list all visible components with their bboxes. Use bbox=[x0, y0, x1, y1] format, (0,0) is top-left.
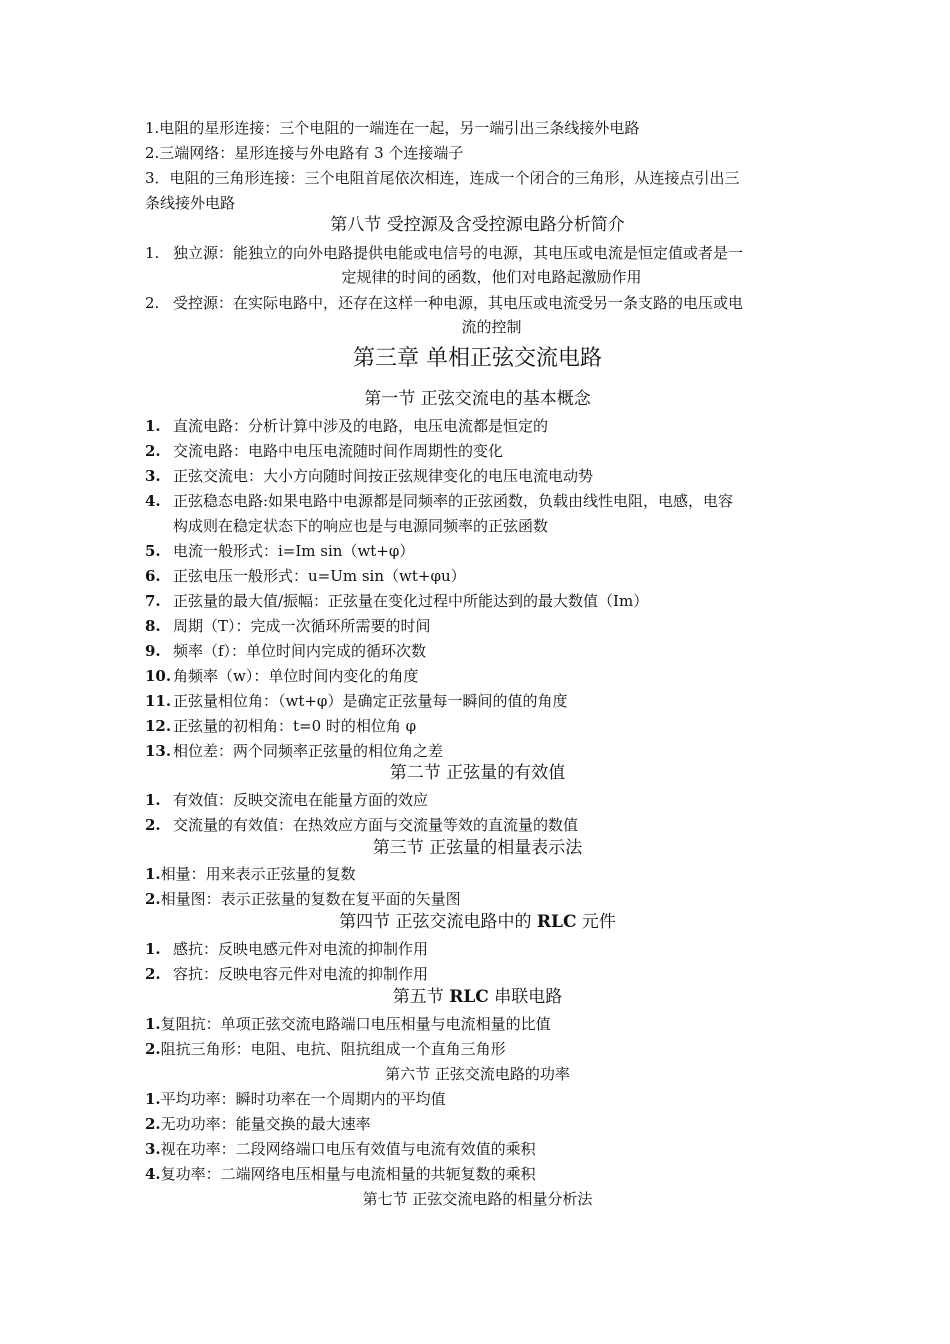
section-title: 第三节 正弦量的相量表示法 bbox=[372, 838, 583, 858]
item-number: 2. bbox=[145, 1040, 161, 1058]
item-number: 2. bbox=[145, 442, 161, 460]
section-title bbox=[145, 986, 810, 1008]
item-number: 1. bbox=[145, 865, 161, 883]
item-number: 4. bbox=[145, 492, 161, 510]
list-item bbox=[145, 964, 810, 984]
item-text: 感抗：反映电感元件对电流的抑制作用 bbox=[173, 940, 429, 958]
item-text: 角频率（w）：单位时间内变化的角度 bbox=[173, 667, 419, 685]
item-number: 2. bbox=[145, 1115, 161, 1133]
item-text: 交流量的有效值：在热效应方面与交流量等效的直流量的数值 bbox=[173, 816, 579, 834]
section-title: 第八节 受控源及含受控源电路分析简介 bbox=[330, 215, 625, 235]
section-title bbox=[145, 911, 810, 933]
item-text: 复阻抗：单项正弦交流电路端口电压相量与电流相量的比值 bbox=[160, 1015, 551, 1033]
list-item bbox=[145, 815, 810, 835]
intro-line: 3．电阻的三角形连接：三个电阻首尾依次相连，连成一个闭合的三角形，从连接点引出三 bbox=[145, 169, 740, 187]
item-text: 阻抗三角形：电阻、电抗、阻抗组成一个直角三角形 bbox=[160, 1040, 506, 1058]
section-title-suffix: 元件 bbox=[576, 912, 616, 932]
item-text: 视在功率：二段网络端口电压有效值与电流有效值的乘积 bbox=[160, 1140, 536, 1158]
list-item bbox=[145, 566, 810, 586]
list-item bbox=[145, 1089, 446, 1109]
item-number: 6. bbox=[145, 567, 161, 585]
list-item bbox=[145, 939, 810, 959]
item-number: 8. bbox=[145, 617, 161, 635]
item-number: 7. bbox=[145, 592, 161, 610]
list-item bbox=[145, 243, 810, 287]
item-number: 1. bbox=[145, 791, 161, 809]
intro-line: 条线接外电路 bbox=[145, 194, 236, 212]
section-title: 第二节 正弦量的有效值 bbox=[389, 763, 566, 783]
list-item bbox=[145, 293, 810, 337]
item-text: 容抗：反映电容元件对电流的抑制作用 bbox=[173, 965, 429, 983]
item-text: 有效值：反映交流电在能量方面的效应 bbox=[173, 791, 429, 809]
item-text: 平均功率：瞬时功率在一个周期内的平均值 bbox=[160, 1090, 446, 1108]
list-item bbox=[145, 666, 810, 686]
chapter-title: 第三章 单相正弦交流电路 bbox=[353, 346, 602, 371]
list-item bbox=[145, 716, 810, 736]
list-item bbox=[145, 889, 461, 909]
section-title: 第一节 正弦交流电的基本概念 bbox=[364, 389, 591, 409]
item-text: 直流电路：分析计算中涉及的电路，电压电流都是恒定的 bbox=[173, 417, 549, 435]
item-text-continued: 流的控制 bbox=[461, 318, 522, 336]
list-item bbox=[145, 441, 810, 461]
item-number: 2. bbox=[145, 965, 161, 983]
section-title-prefix: 第四节 正弦交流电路中的 bbox=[339, 912, 537, 932]
list-item bbox=[145, 541, 810, 561]
list-item bbox=[145, 616, 810, 636]
item-text: 受控源：在实际电路中，还存在这样一种电源，其电压或电流受另一条支路的电压或电 bbox=[173, 294, 744, 312]
item-text: 正弦量的初相角：t=0 时的相位角 φ bbox=[173, 717, 417, 735]
section-title-bold: RLC bbox=[449, 987, 489, 1007]
list-item bbox=[145, 466, 810, 486]
item-text: 相量图：表示正弦量的复数在复平面的矢量图 bbox=[160, 890, 461, 908]
list-item bbox=[145, 1039, 506, 1059]
list-item bbox=[145, 1014, 551, 1034]
list-item bbox=[145, 1139, 536, 1159]
item-number: 1. bbox=[145, 1090, 161, 1108]
item-number: 2. bbox=[145, 294, 160, 312]
section-title: 第六节 正弦交流电路的功率 bbox=[385, 1065, 570, 1083]
list-item bbox=[145, 864, 356, 884]
item-number: 1. bbox=[145, 417, 161, 435]
item-text-continued: 构成则在稳定状态下的响应也是与电源同频率的正弦函数 bbox=[173, 517, 549, 535]
item-number: 13. bbox=[145, 742, 172, 760]
item-number: 4. bbox=[145, 1165, 161, 1183]
list-item bbox=[145, 1114, 371, 1134]
item-text: 相位差：两个同频率正弦量的相位角之差 bbox=[173, 742, 444, 760]
item-number: 5. bbox=[145, 542, 161, 560]
item-text: 复功率：二端网络电压相量与电流相量的共轭复数的乘积 bbox=[160, 1165, 536, 1183]
item-text: 频率（f）：单位时间内完成的循环次数 bbox=[173, 642, 427, 660]
item-text: 无功功率：能量交换的最大速率 bbox=[160, 1115, 371, 1133]
list-item bbox=[145, 691, 810, 711]
list-item bbox=[145, 491, 810, 536]
item-number: 10. bbox=[145, 667, 172, 685]
list-item bbox=[145, 741, 810, 761]
item-text-continued: 定规律的时间的函数，他们对电路起激励作用 bbox=[341, 268, 642, 286]
item-number: 12. bbox=[145, 717, 172, 735]
item-number: 1. bbox=[145, 940, 161, 958]
section-title: 第七节 正弦交流电路的相量分析法 bbox=[362, 1190, 593, 1208]
item-text: 周期（T）：完成一次循环所需要的时间 bbox=[173, 617, 431, 635]
list-item bbox=[145, 416, 810, 436]
item-text: 正弦量的最大值/振幅：正弦量在变化过程中所能达到的最大数值（Im） bbox=[173, 592, 649, 610]
item-text: 交流电路：电路中电压电流随时间作周期性的变化 bbox=[173, 442, 504, 460]
item-text: 相量：用来表示正弦量的复数 bbox=[160, 865, 356, 883]
list-item bbox=[145, 1164, 536, 1184]
item-number: 9. bbox=[145, 642, 161, 660]
item-number: 1. bbox=[145, 244, 160, 262]
intro-line: 2.三端网络：星形连接与外电路有 3 个连接端子 bbox=[145, 144, 464, 162]
item-number: 2. bbox=[145, 890, 161, 908]
item-number: 3. bbox=[145, 467, 161, 485]
section-title-prefix: 第五节 bbox=[392, 987, 450, 1007]
item-number: 2. bbox=[145, 816, 161, 834]
item-text: 电流一般形式：i=Im sin（wt+φ） bbox=[173, 542, 415, 560]
intro-line: 1.电阻的星形连接：三个电阻的一端连在一起，另一端引出三条线接外电路 bbox=[145, 119, 640, 137]
section-title-suffix: 串联电路 bbox=[488, 987, 563, 1007]
item-text: 正弦量相位角：（wt+φ）是确定正弦量每一瞬间的值的角度 bbox=[173, 692, 568, 710]
section-title-bold: RLC bbox=[536, 912, 577, 932]
item-number: 1. bbox=[145, 1015, 161, 1033]
item-number: 11. bbox=[145, 692, 172, 710]
item-text: 正弦电压一般形式：u=Um sin（wt+φu） bbox=[173, 567, 466, 585]
list-item bbox=[145, 790, 810, 810]
list-item bbox=[145, 641, 810, 661]
item-text: 正弦交流电：大小方向随时间按正弦规律变化的电压电流电动势 bbox=[173, 467, 594, 485]
item-text: 正弦稳态电路:如果电路中电源都是同频率的正弦函数，负载由线性电阻，电感，电容 bbox=[173, 492, 734, 510]
item-text: 独立源：能独立的向外电路提供电能或电信号的电源，其电压或电流是恒定值或者是一 bbox=[173, 244, 744, 262]
list-item bbox=[145, 591, 810, 611]
item-number: 3. bbox=[145, 1140, 161, 1158]
